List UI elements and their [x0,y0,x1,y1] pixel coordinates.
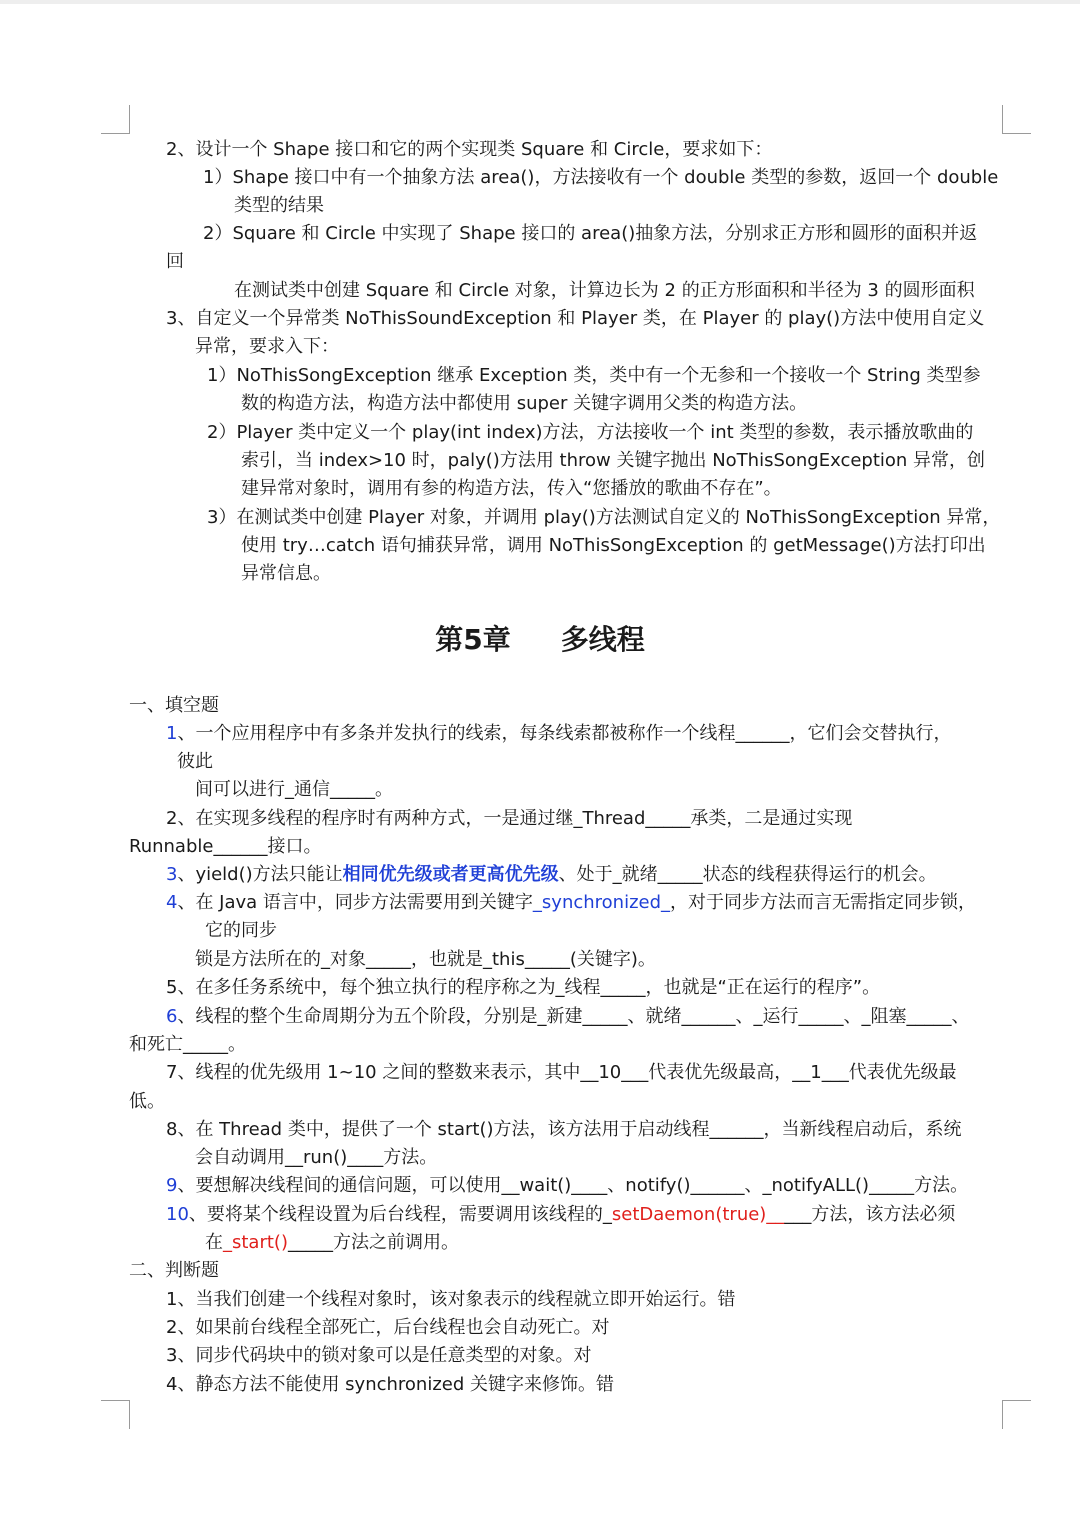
blank-q1-text: 、一个应用程序中有多条并发执行的线索，每条线索都被称作一个线程______，它们会交替执行， [177,723,952,744]
crop-mark-bottom-left [101,1400,130,1429]
blank-q3-text-a: 、yield()方法只能让 [177,864,343,885]
question-2-line-1: 2、设计一个 Shape 接口和它的两个实现类 Square 和 Circle，要求如下： [166,139,773,160]
question-3-line-2: 异常，要求入下： [195,336,339,357]
question-2-sub-1-cont: 类型的结果 [234,195,324,216]
blank-q10-line-2 [205,1229,459,1257]
question-2-sub-2-cont: 回 [166,251,184,272]
section-heading-true-false: 二、判断题 [129,1260,219,1281]
chapter-number: 第5章 [435,623,511,656]
question-3-sub-2: 2）Player 类中定义一个 play(int index)方法，方法接收一个 int 类型的参数，表示播放歌曲的 [207,422,974,443]
blank-q4-text-a: 、在 Java 语言中，同步方法需要用到关键字 [177,892,533,913]
tf-q1: 1、当我们创建一个线程对象时，该对象表示的线程就立即开始运行。错 [166,1289,736,1310]
blank-q10-line2-a: 在 [205,1232,223,1253]
question-3-sub-1: 1）NoThisSongException 继承 Exception 类，类中有一个无参和一个接收一个 String 类型参 [207,365,981,386]
question-2-sub-3: 在测试类中创建 Square 和 Circle 对象，计算边长为 2 的正方形面积和半径为 3 的圆形面积 [234,280,975,301]
blank-q2-line-2: Runnable______接口。 [129,836,322,857]
blank-q4-answer: _synchronized_ [532,892,671,913]
blank-q10-answer: setDaemon(true)__ [611,1204,785,1225]
chapter-title [0,620,1080,660]
blank-q10-text-a: 、要将某个线程设置为后台线程，需要调用该线程的_ [188,1204,612,1225]
crop-mark-top-left [101,105,130,134]
blank-q4-text-c: ，对于同步方法而言无需指定同步锁， [670,892,977,913]
blank-q1-number: 1 [166,723,178,744]
blank-q9-number: 9 [166,1175,178,1196]
blank-q1-line-2: 彼此 [177,751,213,772]
blank-q7-line-2: 低。 [129,1091,165,1112]
blank-q9-text: 、要想解决线程间的通信问题，可以使用__wait()____、notify()______、_notifyALL()_____方法。 [177,1175,969,1196]
section-heading-fill-blank: 一、填空题 [129,695,219,716]
blank-q8-line-2: 会自动调用__run()____方法。 [195,1147,438,1168]
question-3-sub-1-cont: 数的构造方法，构造方法中都使用 super 关键字调用父类的构造方法。 [241,393,808,414]
blank-q1-line-1 [166,720,951,748]
blank-q4-number: 4 [166,892,178,913]
question-3-sub-2-cont-1: 索引，当 index>10 时，paly()方法用 throw 关键字抛出 NoThisSongException 异常，创 [241,450,986,471]
blank-q6-number: 6 [166,1006,178,1027]
blank-q6-text: 、线程的整个生命周期分为五个阶段，分别是_新建_____、就绪______、_运行_____、_阻塞_____、 [177,1006,970,1027]
question-2-sub-2: 2）Square 和 Circle 中实现了 Shape 接口的 area()抽象方法，分别求正方形和圆形的面积并返 [203,223,978,244]
blank-q5: 5、在多任务系统中，每个独立执行的程序称之为_线程_____，也就是“正在运行的程序”。 [166,977,881,998]
blank-q10-line-1 [166,1201,955,1229]
crop-mark-top-right [1002,105,1031,134]
top-edge [0,0,1080,4]
blank-q3-answer: 相同优先级或者更高优先级 [342,864,559,885]
blank-q3-number: 3 [166,864,178,885]
crop-mark-bottom-right [1002,1400,1031,1429]
tf-q4: 4、静态方法不能使用 synchronized 关键字来修饰。错 [166,1374,615,1395]
question-2-sub-1: 1）Shape 接口中有一个抽象方法 area()，方法接收有一个 double 类型的参数，返回一个 double [203,167,999,188]
blank-q4-line-3: 锁是方法所在的_对象_____，也就是_this_____(关键字)。 [195,949,656,970]
question-3-sub-2-cont-2: 建异常对象时，调用有参的构造方法，传入“您播放的歌曲不存在”。 [241,478,782,499]
blank-q3-text-c: 、处于_就绪_____状态的线程获得运行的机会。 [558,864,937,885]
tf-q3: 3、同步代码块中的锁对象可以是任意类型的对象。对 [166,1345,592,1366]
blank-q8-line-1: 8、在 Thread 类中，提供了一个 start()方法，该方法用于启动线程______，当新线程启动后，系统 [166,1119,962,1140]
blank-q7-line-1: 7、线程的优先级用 1~10 之间的整数来表示，其中__10___代表优先级最高，__1___代表优先级最 [166,1062,957,1083]
blank-q6-line-2: 和死亡_____。 [129,1034,246,1055]
blank-q10-line2-c: _____方法之前调用。 [287,1232,459,1253]
blank-q9 [166,1172,968,1200]
chapter-name: 多线程 [560,623,645,656]
question-3-sub-3: 3）在测试类中创建 Player 对象，并调用 play()方法测试自定义的 NoThisSongException 异常， [207,507,1001,528]
blank-q4-line-1 [166,889,976,917]
question-3-line-1: 3、自定义一个异常类 NoThisSoundException 和 Player 类，在 Player 的 play()方法中使用自定义 [166,308,985,329]
blank-q2-line-1: 2、在实现多线程的程序时有两种方式，一是通过继_Thread_____承类，二是通过实现 [166,808,853,829]
blank-q6-line-1 [166,1003,969,1031]
blank-q3 [166,861,937,889]
blank-q10-text-c: ___方法，该方法必须 [784,1204,956,1225]
blank-q1-line-3: 间可以进行_通信_____。 [195,779,393,800]
blank-q10-number: 10 [166,1204,189,1225]
question-3-sub-3-cont-1: 使用 try…catch 语句捕获异常，调用 NoThisSongException 的 getMessage()方法打印出 [241,535,986,556]
blank-q4-line-2: 它的同步 [205,920,277,941]
question-3-sub-3-cont-2: 异常信息。 [241,563,331,584]
blank-q10-answer-2: _start() [223,1232,288,1253]
tf-q2: 2、如果前台线程全部死亡，后台线程也会自动死亡。对 [166,1317,610,1338]
